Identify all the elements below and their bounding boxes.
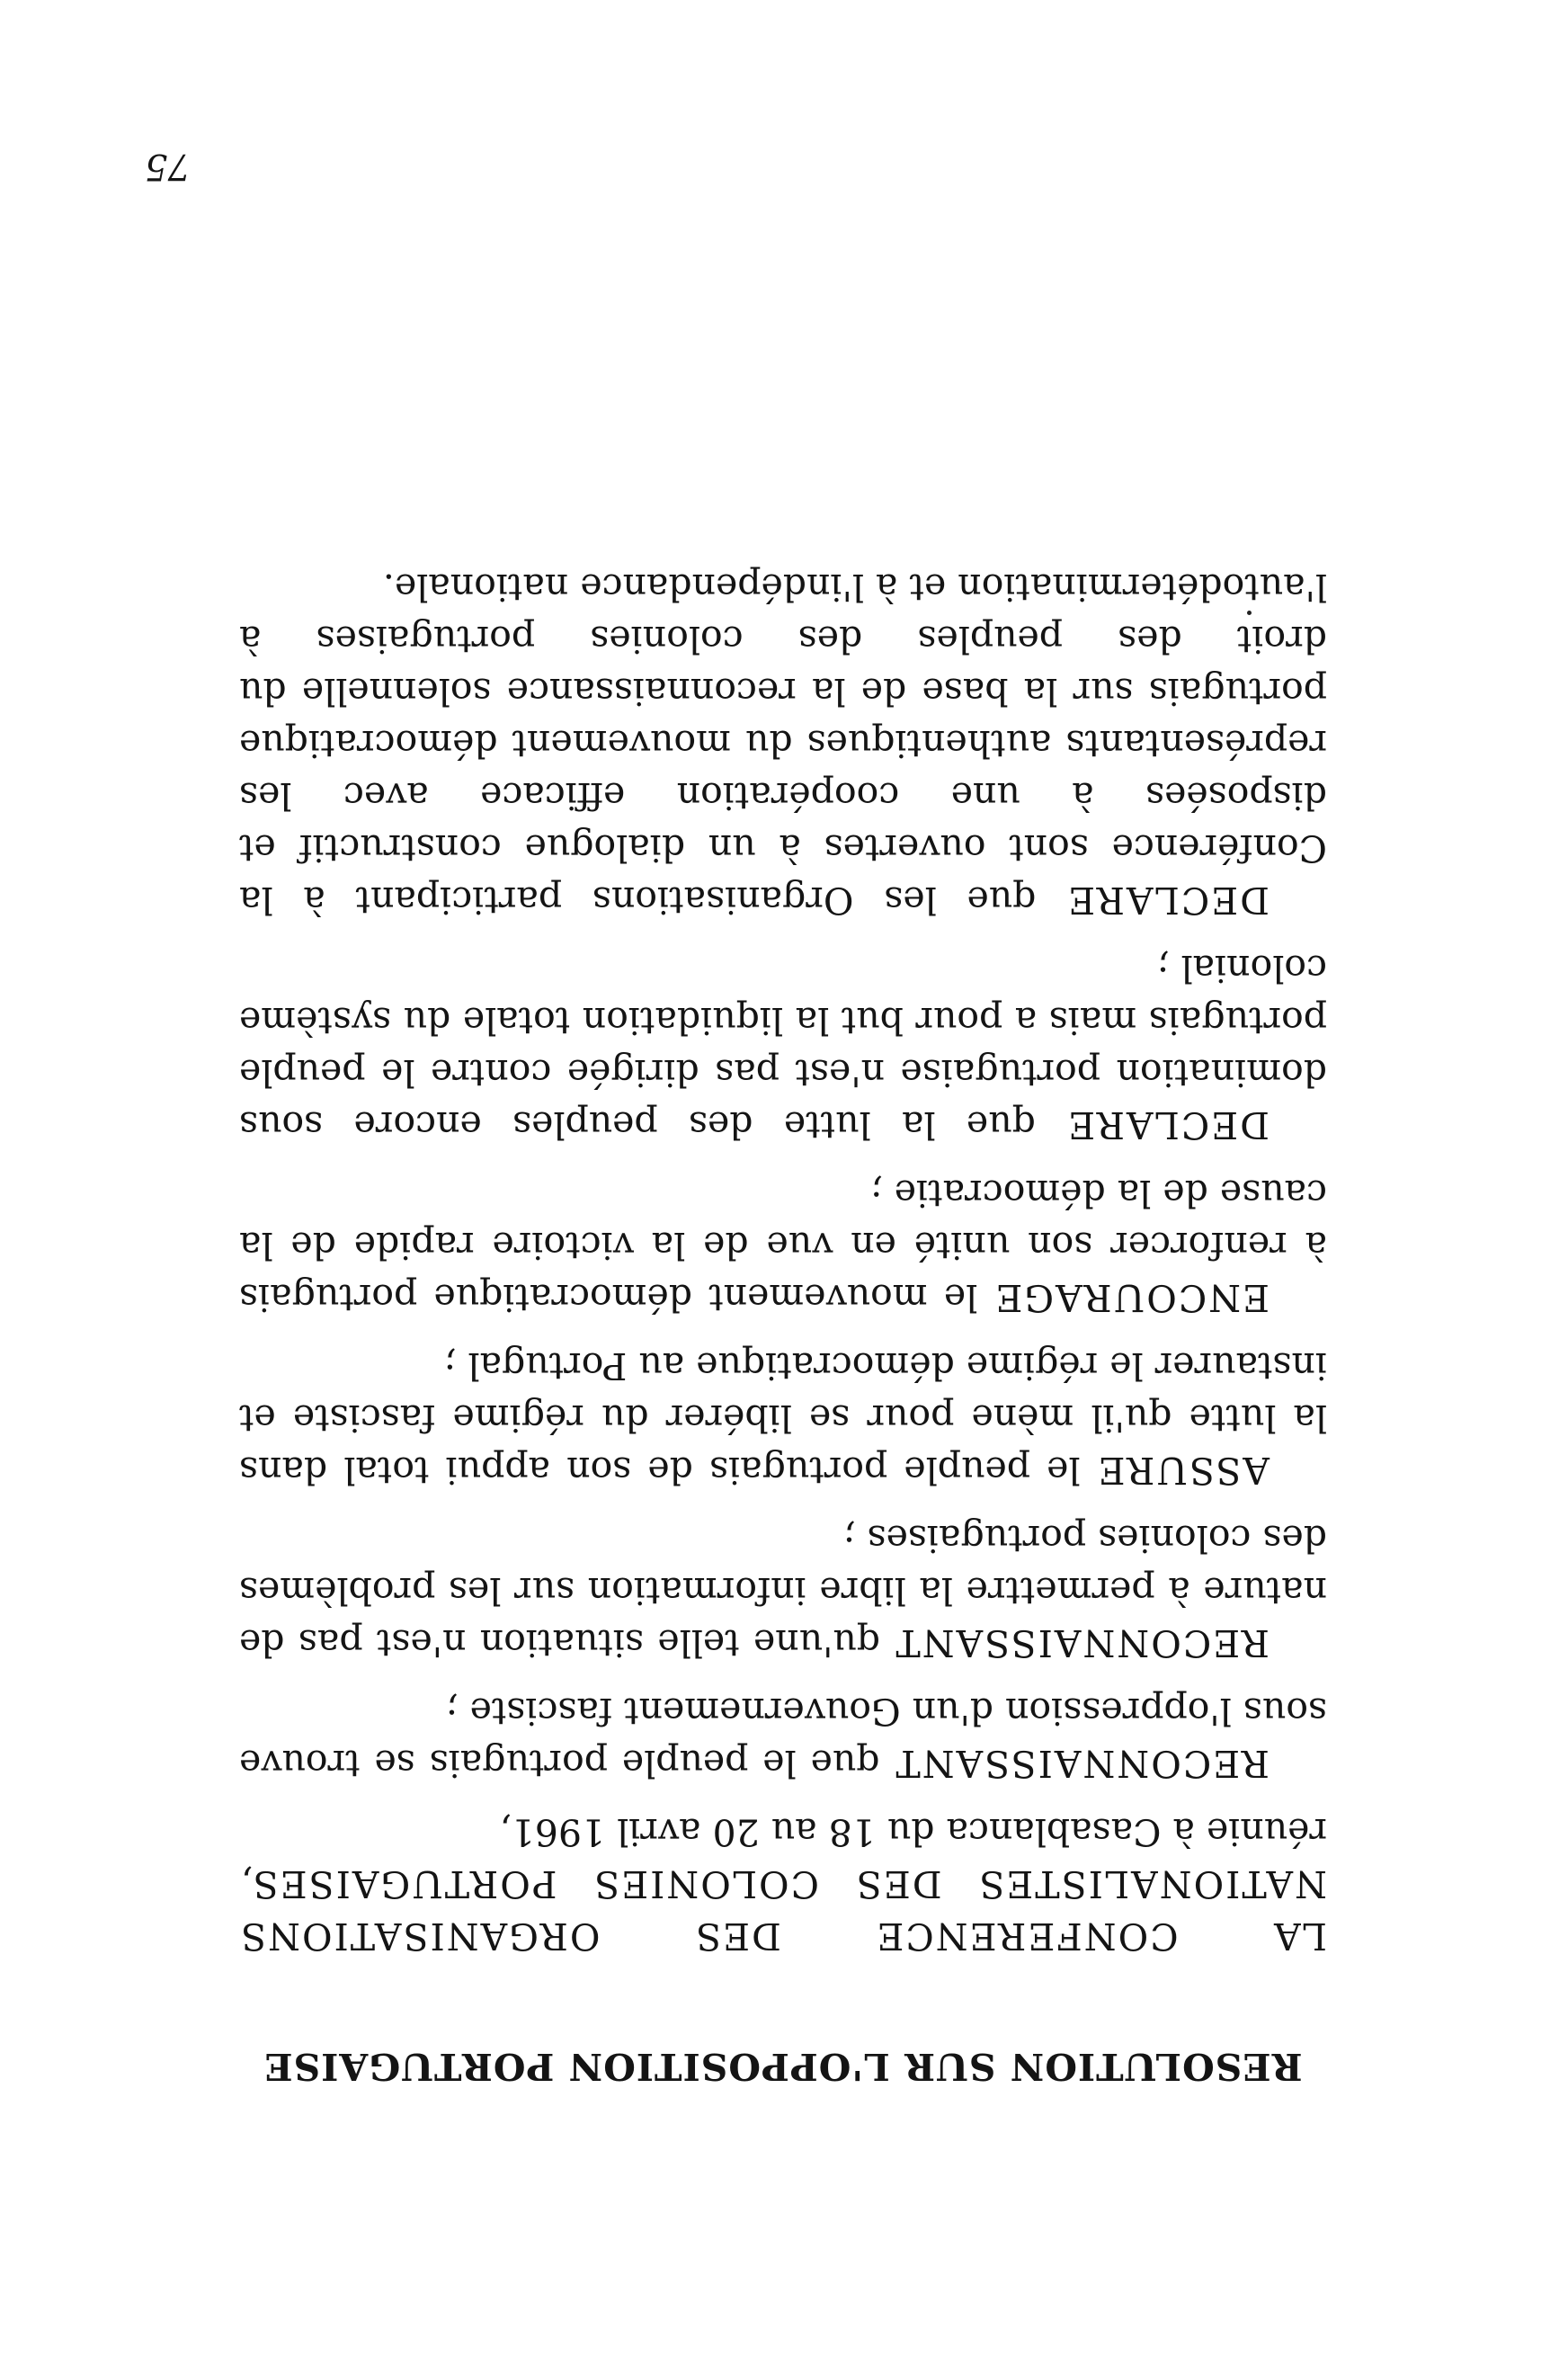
paragraph-lead: DECLARE xyxy=(1066,879,1270,922)
paragraph-assure xyxy=(239,1340,1327,1496)
paragraph-reconnaissant-1 xyxy=(239,1685,1327,1789)
paragraph-lead: ASSURE xyxy=(1096,1449,1270,1492)
document-title: RESOLUTION SUR L'OPPOSITION PORTUGAISE xyxy=(263,2045,1303,2088)
paragraph-lead: DECLARE xyxy=(1066,1103,1270,1147)
paragraph-lead: LA CONFERENCE DES ORGANISATIONS NATIONALISTES DES COLONIES PORTUGAISES, xyxy=(239,1862,1327,1958)
paragraph-text: que les Organisations participant à la Conférence sont ouvertes à un dialogue constructif et disposées à une coopération efficace avec les représentants authentiques du mouvement démocratique portugais sur la base de la reconnaissance solennelle du droit des peuples des colonies portugaises à l'autodétermination et à l'indépendance nationale. xyxy=(239,566,1327,922)
paragraph-encourage xyxy=(239,1167,1327,1324)
paragraph-text: que le peuple portugais se trouve sous l'oppression d'un Gouvernement fasciste ; xyxy=(239,1690,1327,1785)
paragraph-preamble xyxy=(239,1806,1327,1962)
paragraph-text: que la lutte des peuples encore sous domination portugaise n'est pas dirigée contre le peuple portugais mais a pour but la liquidation totale du système colonial ; xyxy=(239,947,1327,1147)
paragraph-text: le mouvement démocratique portugais à renforcer son unité en vue de la victoire rapide de la cause de la démocratie ; xyxy=(239,1172,1327,1319)
paragraph-lead: RECONNAISSANT xyxy=(894,1742,1270,1785)
stray-ink-mark xyxy=(1247,611,1252,615)
paragraph-text: réunie à Casablanca du 18 au 20 avril 1961, xyxy=(499,1810,1327,1853)
paragraph-reconnaissant-2 xyxy=(239,1513,1327,1669)
resolution-text xyxy=(239,545,1327,2088)
paragraph-declare-2 xyxy=(239,561,1327,926)
paragraph-text: qu'une telle situation n'est pas de nature à permettre la libre information sur les problèmes des colonies portugaises ; xyxy=(239,1517,1327,1664)
page-number: 75 xyxy=(145,146,191,187)
paragraph-declare-1 xyxy=(239,942,1327,1151)
paragraph-lead: RECONNAISSANT xyxy=(894,1621,1270,1664)
paragraph-text: le peuple portugais de son appui total dans la lutte qu'il mène pour se libérer du régime fasciste et instaurer le régime démocratique au Portugal ; xyxy=(239,1344,1327,1492)
paragraph-lead: ENCOURAGE xyxy=(993,1276,1270,1319)
